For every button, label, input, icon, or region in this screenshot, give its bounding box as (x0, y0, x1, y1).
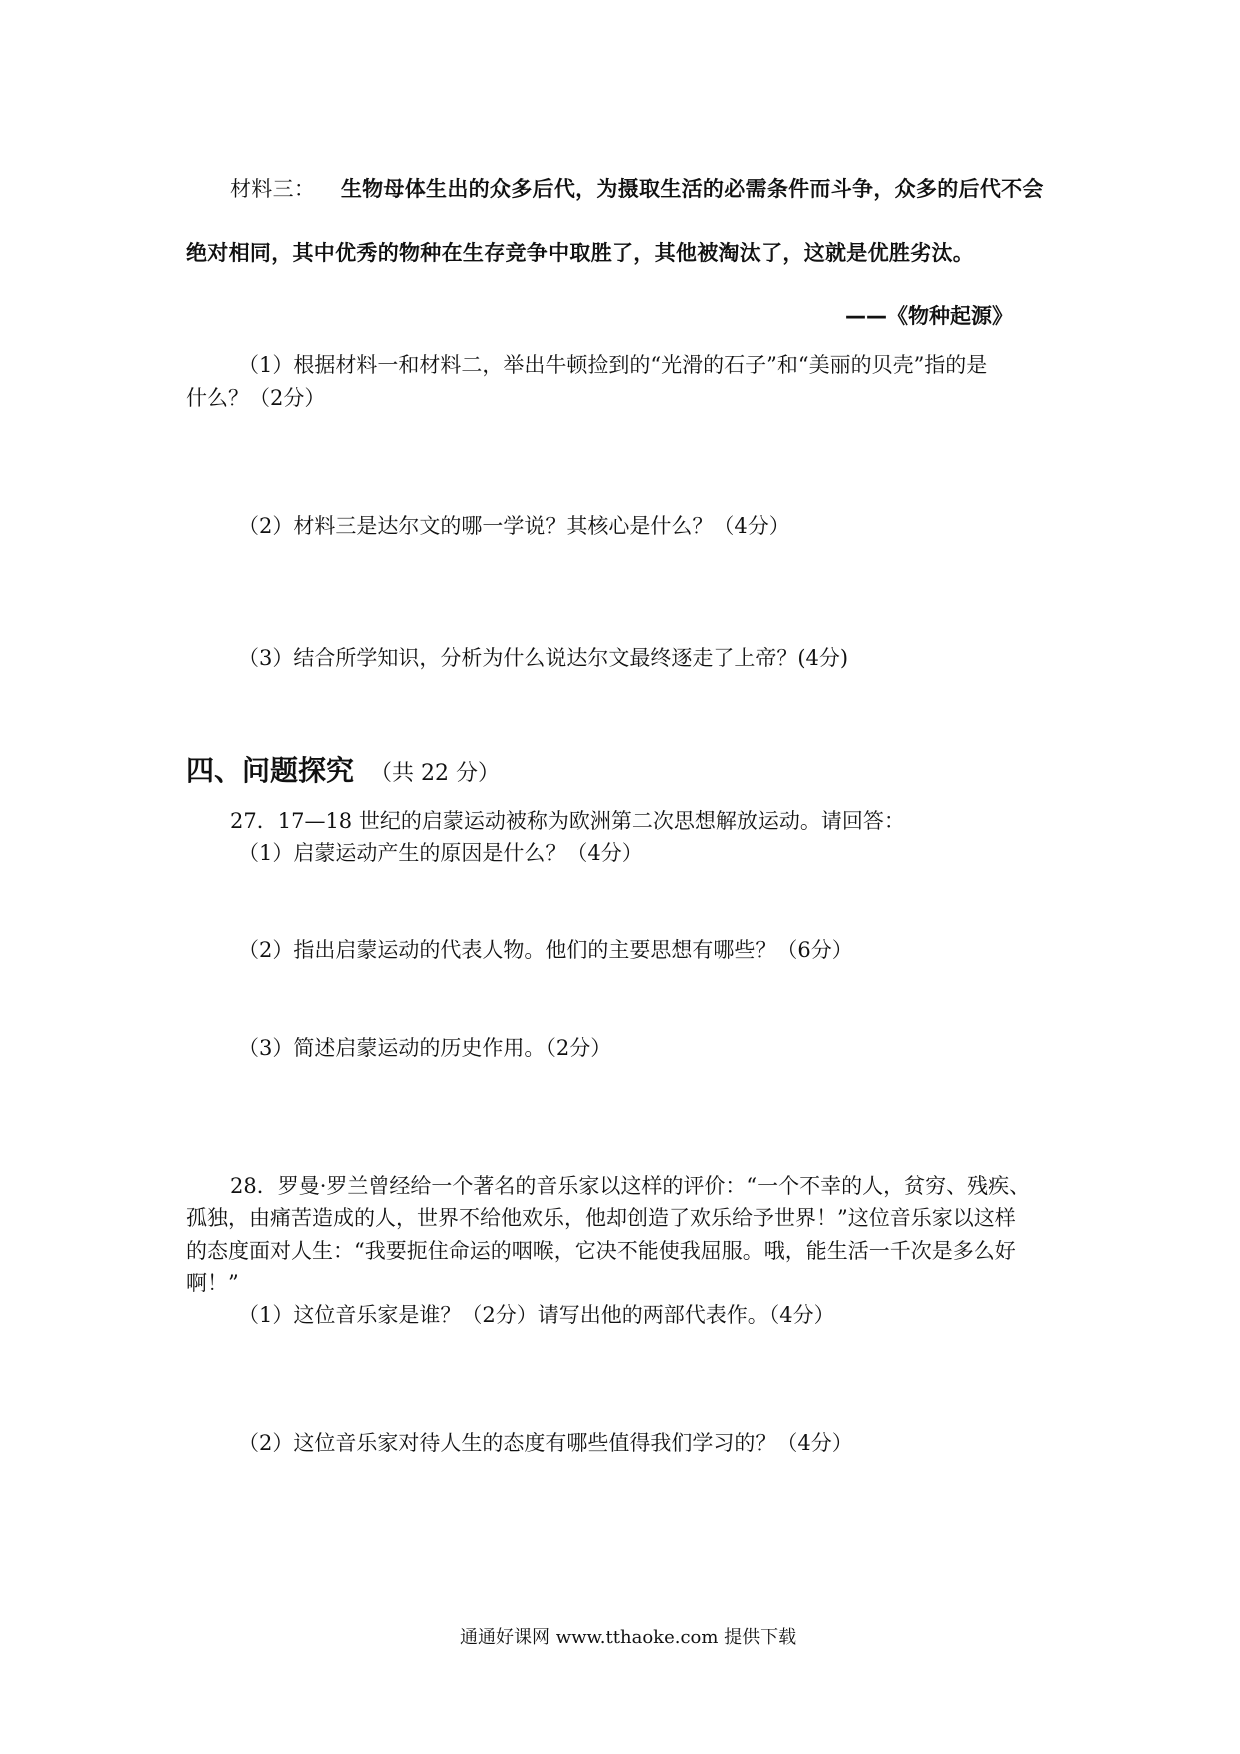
material-three-label: 材料三： (230, 177, 316, 201)
q27-sub2: （2）指出启蒙运动的代表人物。他们的主要思想有哪些？（6分） (238, 938, 853, 962)
q28-stem-line3: 的态度面对人生：“我要扼住命运的咽喉，它决不能使我屈服。哦，能生活一千次是多么好 (186, 1239, 1016, 1263)
q26-sub2: （2）材料三是达尔文的哪一学说？其核心是什么？（4分） (238, 514, 790, 538)
q28-stem-line1: 28．罗曼·罗兰曾经给一个著名的音乐家以这样的评价：“一个不幸的人，贫穷、残疾、 (230, 1174, 1031, 1198)
material-three-line1 (230, 176, 1044, 202)
material-three-line2: 绝对相同，其中优秀的物种在生存竞争中取胜了，其他被淘汰了，这就是优胜劣汰。 (186, 241, 975, 265)
material-three-text-1: 生物母体生出的众多后代，为摄取生活的必需条件而斗争，众多的后代不会 (340, 177, 1044, 201)
q28-stem-line2: 孤独，由痛苦造成的人，世界不给他欢乐，他却创造了欢乐给予世界！”这位音乐家以这样 (186, 1206, 1016, 1230)
section-four-score: （共 22 分） (370, 761, 500, 786)
footer-text: 通通好课网 www.tthaoke.com 提供下载 (460, 1627, 797, 1648)
section-four-heading (186, 755, 500, 790)
q27-stem: 27．17—18 世纪的启蒙运动被称为欧洲第二次思想解放运动。请回答： (230, 809, 905, 833)
q27-sub3: （3）简述启蒙运动的历史作用。（2分） (238, 1036, 612, 1060)
material-three-source: ——《物种起源》 (845, 304, 1013, 328)
q26-sub1-line1: （1）根据材料一和材料二，举出牛顿捡到的“光滑的石子”和“美丽的贝壳”指的是 (238, 353, 988, 377)
q28-stem-line4: 啊！” (186, 1271, 239, 1295)
q26-sub1-line2: 什么？（2分） (186, 386, 326, 410)
q28-sub2: （2）这位音乐家对待人生的态度有哪些值得我们学习的？（4分） (238, 1431, 853, 1455)
q27-sub1: （1）启蒙运动产生的原因是什么？（4分） (238, 841, 643, 865)
section-four-title: 四、问题探究 (186, 754, 355, 787)
q26-sub3: （3）结合所学知识，分析为什么说达尔文最终逐走了上帝？(4分) (238, 646, 849, 670)
q28-sub1: （1）这位音乐家是谁？（2分）请写出他的两部代表作。（4分） (238, 1303, 835, 1327)
